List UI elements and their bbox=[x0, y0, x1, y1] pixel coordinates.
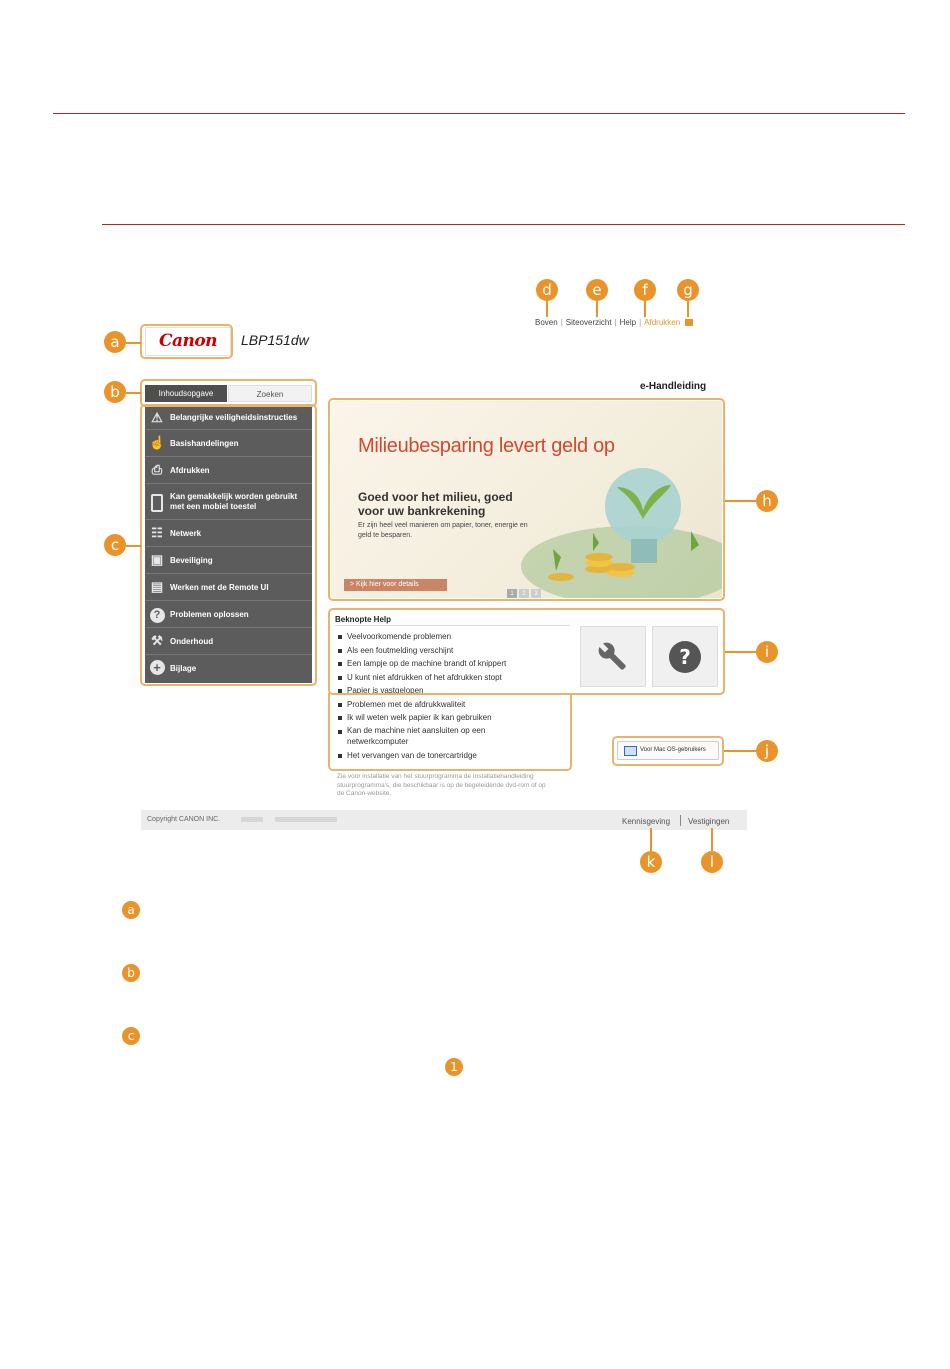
nav-item-veiligheid[interactable]: ⚠ Belangrijke veiligheidsinstructies bbox=[145, 406, 312, 430]
manual-title: e-Handleiding bbox=[640, 381, 707, 392]
legend-marker-b: b bbox=[122, 964, 140, 982]
callout-g: g bbox=[677, 279, 699, 301]
footer-copyright: Copyright CANON INC. bbox=[147, 816, 221, 823]
callout-e: e bbox=[586, 279, 608, 301]
tab-zoeken[interactable]: Zoeken bbox=[228, 385, 312, 402]
nav-item-mobiel[interactable]: Kan gemakkelijk worden gebruikt met een mobiel toestel bbox=[145, 484, 312, 520]
step-marker-1: 1 bbox=[445, 1058, 463, 1076]
callout-c-leader bbox=[126, 545, 141, 547]
printer-icon: ⎙ bbox=[151, 462, 163, 477]
quick-help-item[interactable]: Ik wil weten welk papier ik kan gebruiken bbox=[337, 711, 527, 725]
banner-details-button[interactable]: > Kijk hier voor details bbox=[344, 579, 447, 591]
callout-b-leader bbox=[126, 392, 141, 394]
footer-redacted bbox=[275, 817, 337, 822]
banner-page-2[interactable]: 2 bbox=[519, 589, 529, 598]
highlight-nav bbox=[140, 404, 317, 686]
highlight-logo bbox=[140, 324, 233, 359]
nav-item-problemen[interactable]: ? Problemen oplossen bbox=[145, 601, 312, 628]
top-link-afdrukken[interactable]: Afdrukken bbox=[644, 318, 681, 327]
top-link-siteoverzicht[interactable]: Siteoverzicht bbox=[565, 318, 612, 327]
callout-a-leader bbox=[126, 342, 141, 344]
callout-h: h bbox=[756, 490, 778, 512]
canon-logo[interactable]: Canon bbox=[145, 327, 231, 356]
callout-i: i bbox=[756, 641, 778, 663]
plus-icon: + bbox=[149, 660, 165, 676]
top-link-boven[interactable]: Boven bbox=[535, 318, 558, 327]
nav-item-afdrukken[interactable]: ⎙ Afdrukken bbox=[145, 457, 312, 484]
top-link-help[interactable]: Help bbox=[619, 318, 637, 327]
wrench-icon: ⚒ bbox=[151, 633, 163, 648]
callout-c: c bbox=[104, 534, 126, 556]
banner-page-3[interactable]: 3 bbox=[531, 589, 541, 598]
quick-help-item[interactable]: U kunt niet afdrukken of het afdrukken stopt bbox=[337, 671, 527, 685]
mac-users-button[interactable]: Voor Mac OS-gebruikers bbox=[617, 741, 719, 760]
question-icon: ? bbox=[149, 606, 165, 622]
quick-help-item[interactable]: Veelvoorkomende problemen bbox=[337, 630, 527, 644]
callout-f-leader bbox=[644, 301, 646, 317]
callout-j-leader bbox=[724, 750, 756, 752]
model-name: LBP151dw bbox=[241, 332, 309, 348]
banner-page-1[interactable]: 1 bbox=[507, 589, 517, 598]
print-icon[interactable] bbox=[685, 319, 693, 326]
highlight-quick-help bbox=[328, 608, 725, 695]
highlight-mac-button bbox=[612, 736, 724, 766]
quick-help-item[interactable]: Als een foutmelding verschijnt bbox=[337, 644, 527, 658]
section-rule bbox=[102, 224, 905, 225]
lock-icon: ▣ bbox=[150, 552, 164, 567]
highlight-quick-help-list bbox=[328, 693, 572, 771]
legend-marker-c: c bbox=[122, 1027, 140, 1045]
banner-body: Er zijn heel veel manieren om papier, toner, energie en geld te besparen. bbox=[358, 522, 528, 539]
banner-subheadline: Goed voor het milieu, goed voor uw bankrekening bbox=[358, 490, 513, 518]
callout-j: j bbox=[756, 740, 778, 762]
callout-d-leader bbox=[546, 301, 548, 317]
hand-icon: ☝ bbox=[149, 435, 166, 450]
nav-item-remote-ui[interactable]: ▤ Werken met de Remote UI bbox=[145, 574, 312, 601]
footer-link-vestigingen[interactable]: Vestigingen bbox=[688, 817, 730, 826]
callout-f: f bbox=[634, 279, 656, 301]
footer-separator bbox=[680, 815, 681, 826]
callout-e-leader bbox=[596, 301, 598, 317]
remote-ui-icon: ▤ bbox=[150, 579, 164, 594]
header-rule bbox=[53, 113, 905, 114]
callout-d: d bbox=[536, 279, 558, 301]
quick-help-title: Beknopte Help bbox=[335, 615, 392, 624]
nav-item-basishandelingen[interactable]: ☝ Basishandelingen bbox=[145, 430, 312, 457]
nav-item-bijlage[interactable]: + Bijlage bbox=[145, 655, 312, 683]
quick-help-item[interactable]: Het vervangen van de tonercartridge bbox=[337, 749, 527, 763]
callout-h-leader bbox=[725, 500, 756, 502]
network-icon: ☷ bbox=[151, 525, 163, 540]
callout-k: k bbox=[640, 851, 662, 873]
nav-item-beveiliging[interactable]: ▣ Beveiliging bbox=[145, 547, 312, 574]
svg-text:?: ? bbox=[679, 645, 691, 669]
callout-k-leader bbox=[650, 828, 652, 851]
legend-marker-a: a bbox=[122, 901, 140, 919]
banner-headline: Milieubesparing levert geld op bbox=[358, 435, 615, 457]
callout-i-leader bbox=[725, 651, 756, 653]
footer-link-kennisgeving[interactable]: Kennisgeving bbox=[622, 817, 671, 826]
install-note: Zie voor installatie van het stuurprogramma de Installatiehandleiding stuurprogramma's, die beschikbaar is op de begeleidende dvd-rom of op de Canon-website. bbox=[337, 773, 546, 797]
warning-icon: ⚠ bbox=[151, 410, 163, 425]
callout-l: l bbox=[701, 851, 723, 873]
nav-item-netwerk[interactable]: ☷ Netwerk bbox=[145, 520, 312, 547]
footer-redacted bbox=[241, 817, 263, 822]
callout-b: b bbox=[104, 381, 126, 403]
quick-help-item[interactable]: Problemen met de afdrukkwaliteit bbox=[337, 698, 527, 712]
nav-item-onderhoud[interactable]: ⚒ Onderhoud bbox=[145, 628, 312, 655]
top-links: Boven | Siteoverzicht | Help | Afdrukken bbox=[535, 318, 693, 327]
highlight-tabs bbox=[140, 379, 317, 407]
quick-help-item[interactable]: Kan de machine niet aansluiten op een netwerkcomputer bbox=[337, 725, 527, 749]
screenshot-footer bbox=[141, 810, 747, 830]
callout-a: a bbox=[104, 331, 126, 353]
tab-inhoudsopgave[interactable]: Inhoudsopgave bbox=[145, 385, 227, 402]
quick-help-item[interactable]: Een lampje op de machine brandt of knippert bbox=[337, 657, 527, 671]
callout-g-leader bbox=[687, 301, 689, 317]
quick-help-item[interactable]: Papier is vastgelopen bbox=[337, 684, 527, 698]
highlight-banner bbox=[328, 398, 725, 601]
callout-l-leader bbox=[711, 828, 713, 851]
